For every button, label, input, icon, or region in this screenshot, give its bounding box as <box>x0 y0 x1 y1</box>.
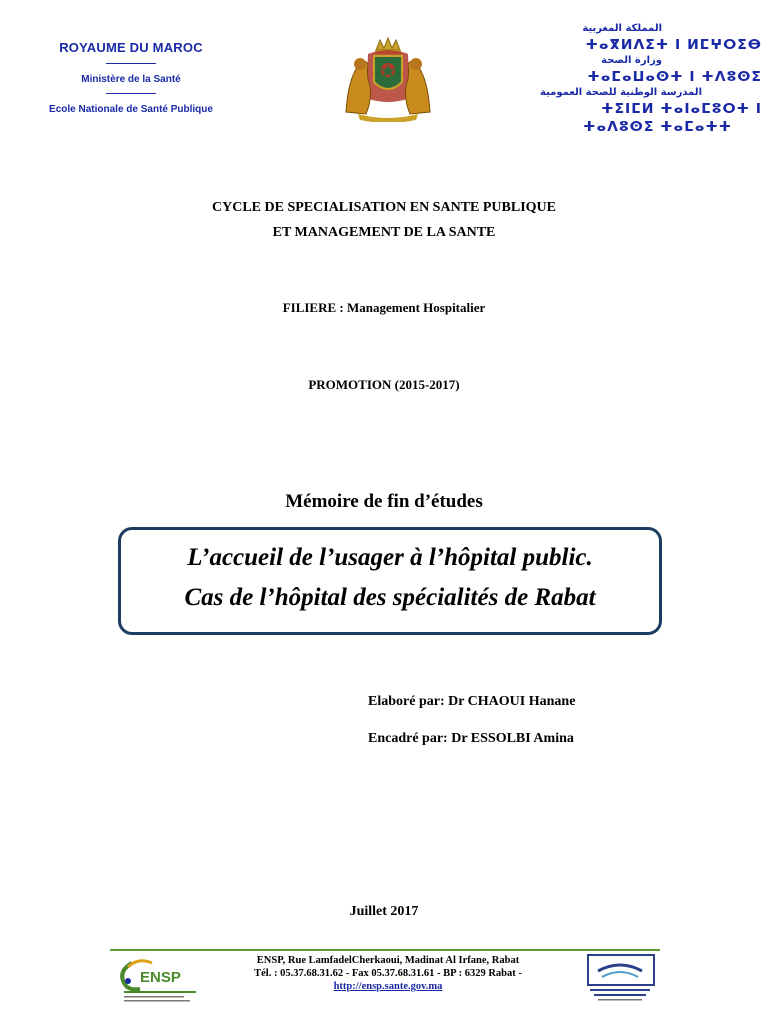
thesis-title-line-2: Cas de l’hôpital des spécialités de Rabat <box>184 584 596 611</box>
header-left-block <box>20 40 242 115</box>
arabic-kingdom-label: المملكة المغربية <box>582 23 662 34</box>
encadre-par-label: Encadré par: Dr ESSOLBI Amina <box>368 731 574 746</box>
thesis-title-line-1: L’accueil de l’usager à l’hôpital public. <box>187 544 593 571</box>
footer-address: ENSP, Rue LamfadelCherkaoui, Madinat Al Irfane, Rabat <box>256 955 520 966</box>
ministry-label: Ministère de la Santé <box>81 74 181 85</box>
memoire-heading: Mémoire de fin d’études <box>285 491 483 512</box>
tifinagh-kingdom-label: ⵜⴰⴳⵍⴷⵉⵜ ⵏ ⵍⵎⵖⵔⵉⴱ <box>585 37 762 53</box>
ensp-logo-text: ENSP <box>140 969 181 986</box>
elabore-par-label: Elaboré par: Dr CHAOUI Hanane <box>368 694 576 709</box>
website-link[interactable]: http://ensp.sante.gov.ma <box>333 981 443 992</box>
program-line-1: CYCLE DE SPECIALISATION EN SANTE PUBLIQUE <box>212 200 556 215</box>
royal-coat-of-arms-icon <box>338 36 438 122</box>
date-label: Juillet 2017 <box>349 904 419 919</box>
header-right-block <box>502 22 762 136</box>
footer-contact-block <box>210 954 566 993</box>
ensp-logo-icon <box>114 955 208 1005</box>
header-divider <box>106 93 156 94</box>
ministry-logo-icon <box>578 953 662 1005</box>
header-divider <box>106 63 156 64</box>
program-line-2: ET MANAGEMENT DE LA SANTE <box>272 225 496 240</box>
filiere-label: FILIERE : Management Hospitalier <box>282 300 486 315</box>
kingdom-label: ROYAUME DU MAROC <box>59 40 203 55</box>
school-label: Ecole Nationale de Santé Publique <box>49 104 213 115</box>
footer-divider <box>110 949 660 951</box>
tifinagh-school-label-2: ⵜⴰⴷⵓⵙⵉ ⵜⴰⵎⴰⵜⵜ <box>583 119 732 135</box>
arabic-school-label: المدرسة الوطنية للصحة العمومية <box>540 87 702 98</box>
tifinagh-school-label-1: ⵜⵉⵏⵎⵍ ⵜⴰⵏⴰⵎⵓⵔⵜ ⵏ <box>601 101 762 117</box>
footer-phone-fax: Tél. : 05.37.68.31.62 - Fax 05.37.68.31.61 - BP : 6329 Rabat - <box>254 968 522 979</box>
tifinagh-ministry-label: ⵜⴰⵎⴰⵡⴰⵙⵜ ⵏ ⵜⴷⵓⵙⵉ <box>587 69 762 85</box>
promotion-label: PROMOTION (2015-2017) <box>308 377 460 392</box>
thesis-title-frame <box>118 527 662 635</box>
arabic-ministry-label: وزارة الصحة <box>601 55 662 66</box>
